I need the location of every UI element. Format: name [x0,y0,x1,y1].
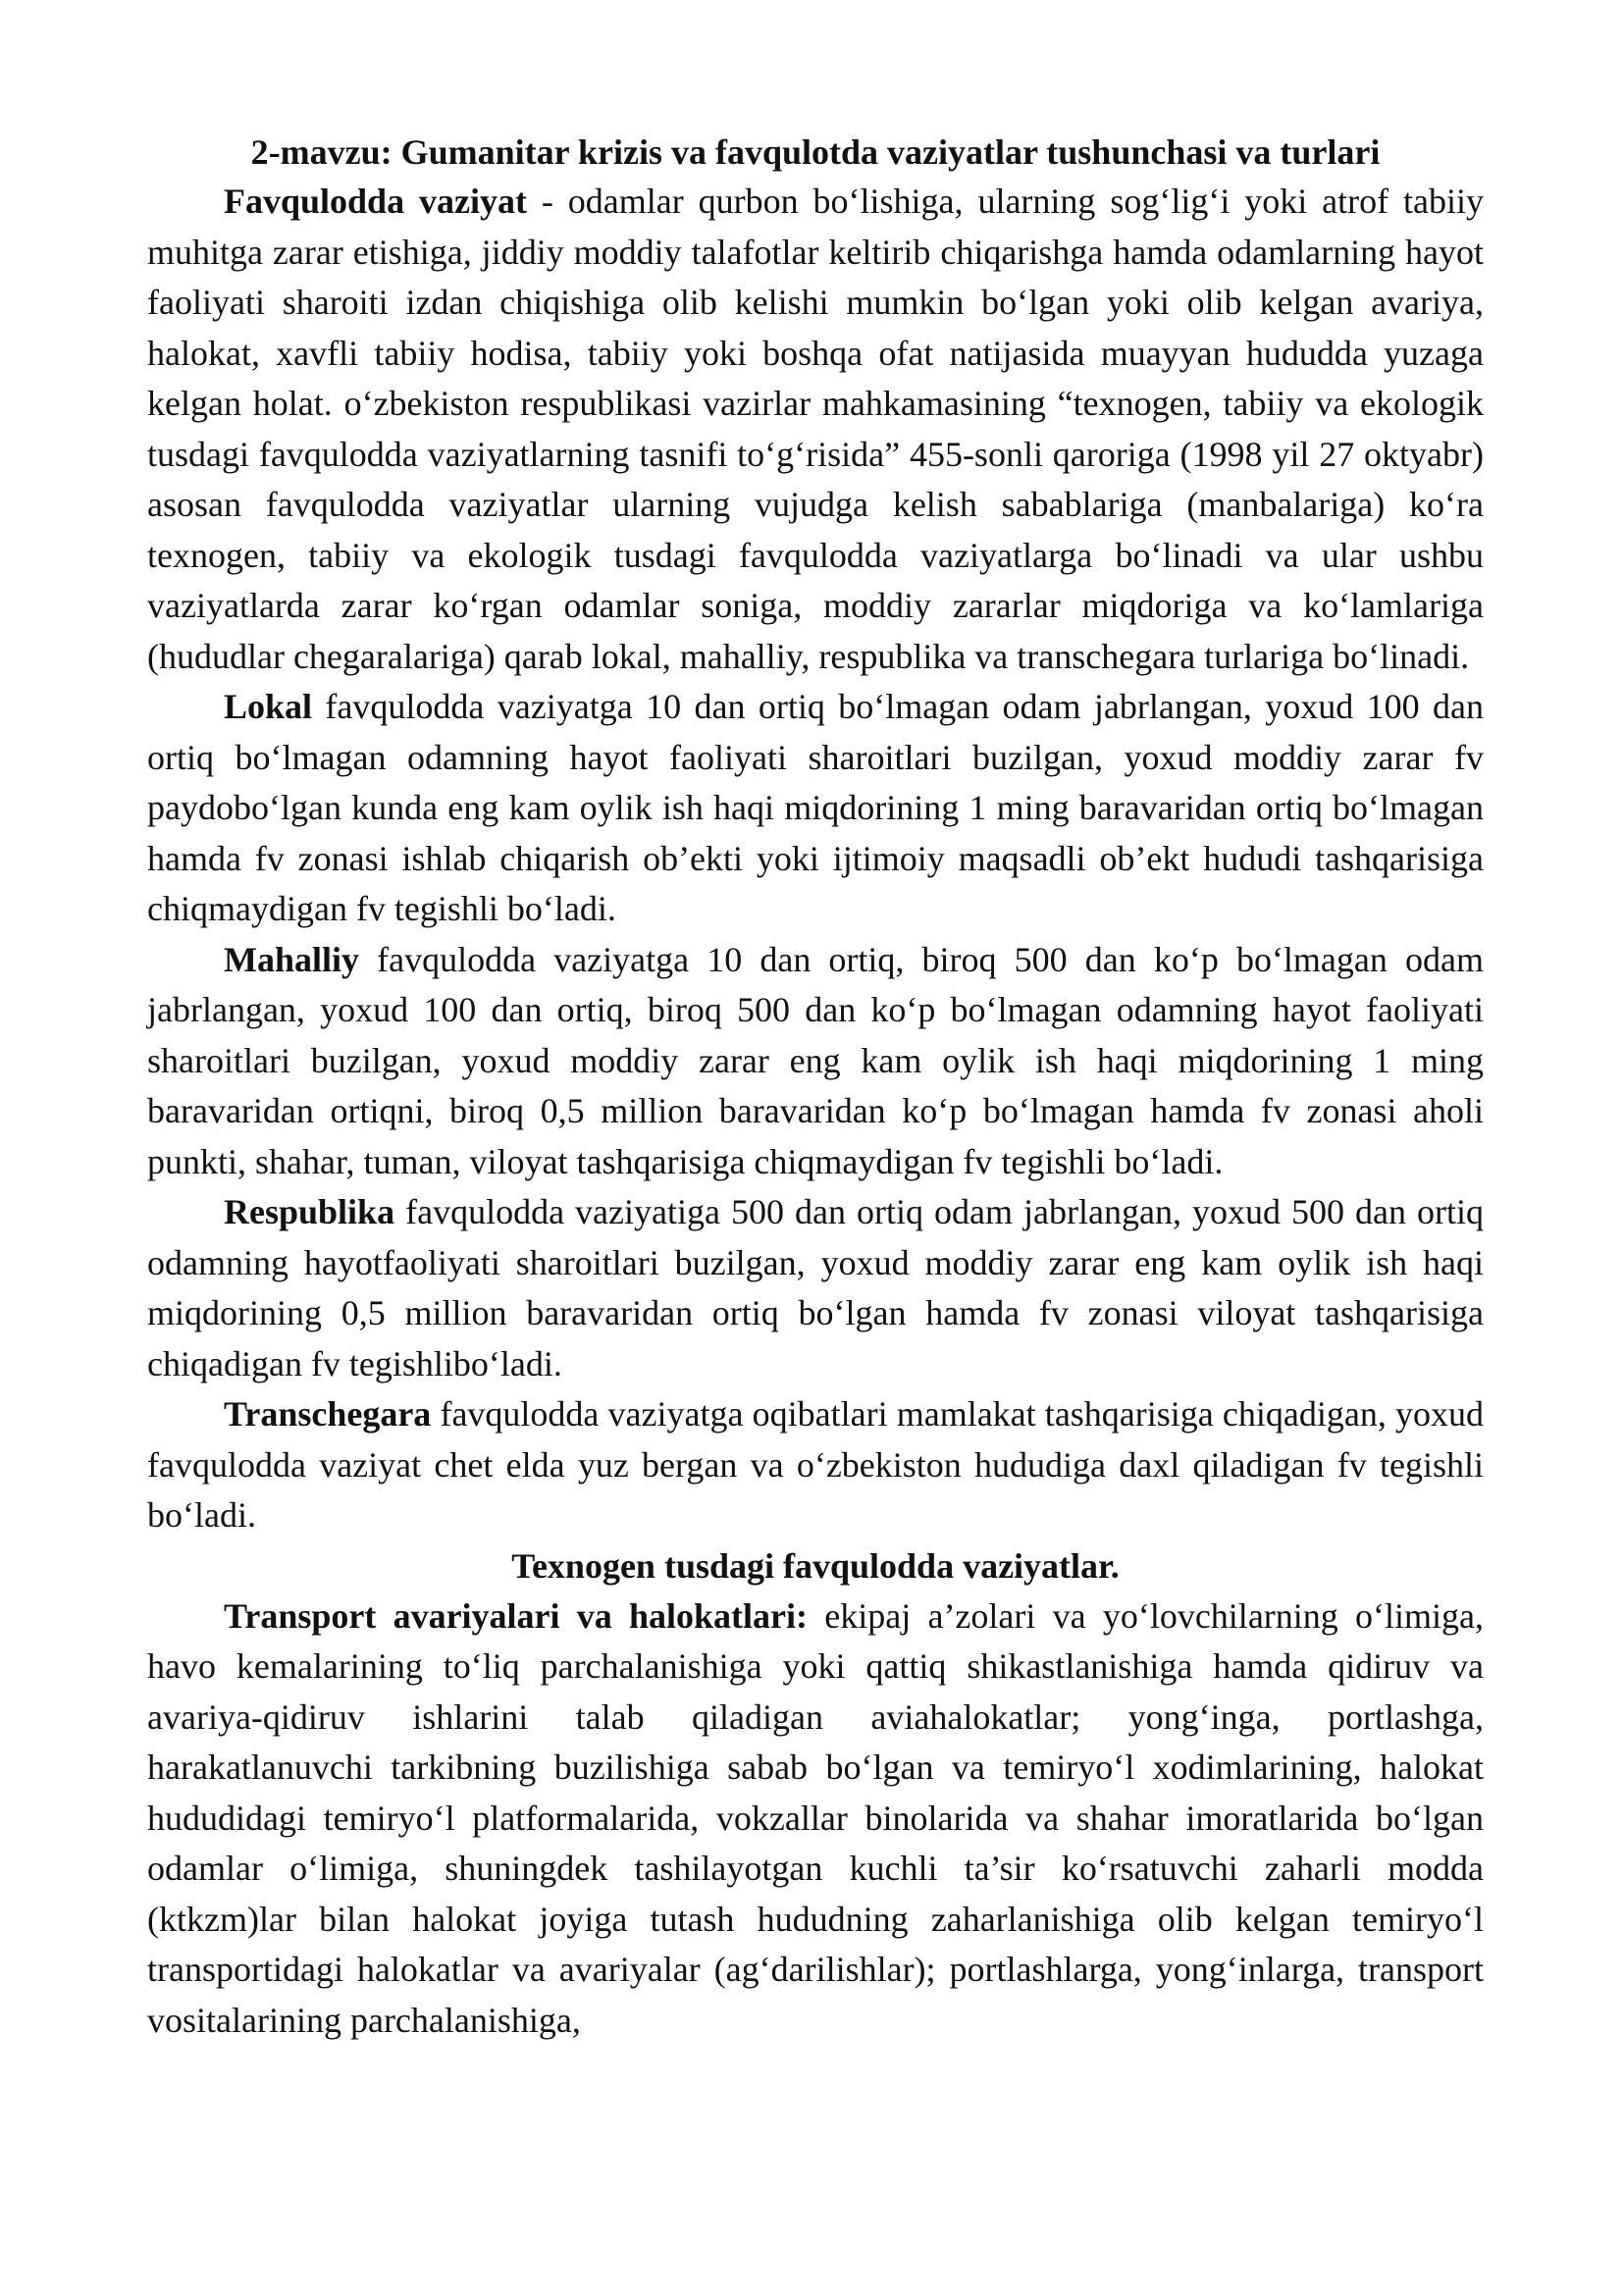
paragraph-lokal [147,682,1484,935]
paragraph-lead: Mahalliy [224,939,360,979]
paragraph-transport-avariyalari [147,1591,1484,2047]
document-title: 2-mavzu: Gumanitar krizis va favqulotda vaziyatlar tushunchasi va turlari [250,132,1381,172]
paragraph-lead: Respublika [224,1192,395,1231]
paragraph-text: favqulodda vaziyatga 10 dan ortiq, biroq 500 dan ko‘p bo‘lmagan odam jabrlangan, yoxud 100 dan ortiq, biroq 500 dan ko‘p bo‘lmagan odamning hayot faoliyati sharoitlari buzilgan, yoxud moddiy zarar eng kam oylik ish haqi miqdorining 1 ming baravaridan ortiqni, biroq 0,5 million baravaridan ko‘p bo‘lmagan hamda fv zonasi aholi punkti, shahar, tuman, viloyat tashqarisiga chiqmaydigan fv tegishli bo‘ladi. [147,939,1484,1181]
document-page [147,128,1484,2046]
section-heading: Texnogen tusdagi favqulodda vaziyatlar. [511,1545,1120,1586]
paragraph-lead: Favqulodda vaziyat [224,182,527,221]
paragraph-favqulodda-vaziyat [147,177,1484,682]
paragraph-respublika [147,1187,1484,1389]
paragraph-text: favqulodda vaziyatiga 500 dan ortiq odam jabrlangan, yoxud 500 dan ortiq odamning hayotfaoliyati sharoitlari buzilgan, yoxud moddiy zarar eng kam oylik ish haqi miqdorining 0,5 million baravaridan ortiq bo‘lgan hamda fv zonasi viloyat tashqarisiga chiqadigan fv tegishlibo‘ladi. [147,1192,1484,1383]
paragraph-lead: Transchegara [224,1394,432,1434]
paragraph-lead: Transport avariyalari va halokatlari: [224,1595,809,1636]
paragraph-transchegara [147,1389,1484,1541]
paragraph-text: favqulodda vaziyatga 10 dan ortiq bo‘lmagan odam jabrlangan, yoxud 100 dan ortiq bo‘lmagan odamning hayot faoliyati sharoitlari buzilgan, yoxud moddiy zarar fv paydobo‘lgan kunda eng kam oylik ish haqi miqdorining 1 ming baravaridan ortiq bo‘lmagan hamda fv zonasi ishlab chiqarish ob’ekti yoki ijtimoiy maqsadli ob’ekt hududi tashqarisiga chiqmaydigan fv tegishli bo‘ladi. [147,687,1484,928]
paragraph-text: favqulodda vaziyatga oqibatlari mamlakat tashqarisiga chiqadigan, yoxud favqulodda vaziyat chet elda yuz bergan va o‘zbekiston hududiga daxl qiladigan fv tegishli bo‘ladi. [147,1394,1484,1535]
paragraph-mahalliy [147,935,1484,1188]
paragraph-lead: Lokal [224,687,313,726]
paragraph-text: ekipaj a’zolari va yo‘lovchilarning o‘limiga, havo kemalarining to‘liq parchalanishiga yoki qattiq shikastlanishiga hamda qidiruv va avariya-qidiruv ishlarini talab qiladigan aviahalokatlar; yong‘inga, portlashga, harakatlanuvchi tarkibning buzilishiga sabab bo‘lgan va temiryo‘l xodimlarining, halokat hududidagi temiryo‘l platformalarida, vokzallar binolarida va shahar imoratlarida bo‘lgan odamlar o‘limiga, shuningdek tashilayotgan kuchli ta’sir ko‘rsatuvchi zaharli modda (ktkzm)lar bilan halokat joyiga tutash hududning zaharlanishiga olib kelgan temiryo‘l transportidagi halokatlar va avariyalar (ag‘darilishlar); portlashlarga, yong‘inlarga, transport vositalarining parchalanishiga, [147,1595,1484,2040]
paragraph-text: - odamlar qurbon bo‘lishiga, ularning sog‘lig‘i yoki atrof tabiiy muhitga zarar etishiga, jiddiy moddiy talafotlar keltirib chiqarishga hamda odamlarning hayot faoliyati sharoiti izdan chiqishiga olib kelishi mumkin bo‘lgan yoki olib kelgan avariya, halokat, xavfli tabiiy hodisa, tabiiy yoki boshqa ofat natijasida muayyan hududda yuzaga kelgan holat. o‘zbekiston respublikasi vazirlar mahkamasining “texnogen, tabiiy va ekologik tusdagi favqulodda vaziyatlarning tasnifi to‘g‘risida” 455-sonli qaroriga (1998 yil 27 oktyabr) asosan favqulodda vaziyatlar ularning vujudga kelish sabablariga (manbalariga) ko‘ra texnogen, tabiiy va ekologik tusdagi favqulodda vaziyatlarga bo‘linadi va ular ushbu vaziyatlarda zarar ko‘rgan odamlar soniga, moddiy zararlar miqdoriga va ko‘lamlariga (hududlar chegaralariga) qarab lokal, mahalliy, respublika va transchegara turlariga bo‘linadi. [147,182,1484,676]
